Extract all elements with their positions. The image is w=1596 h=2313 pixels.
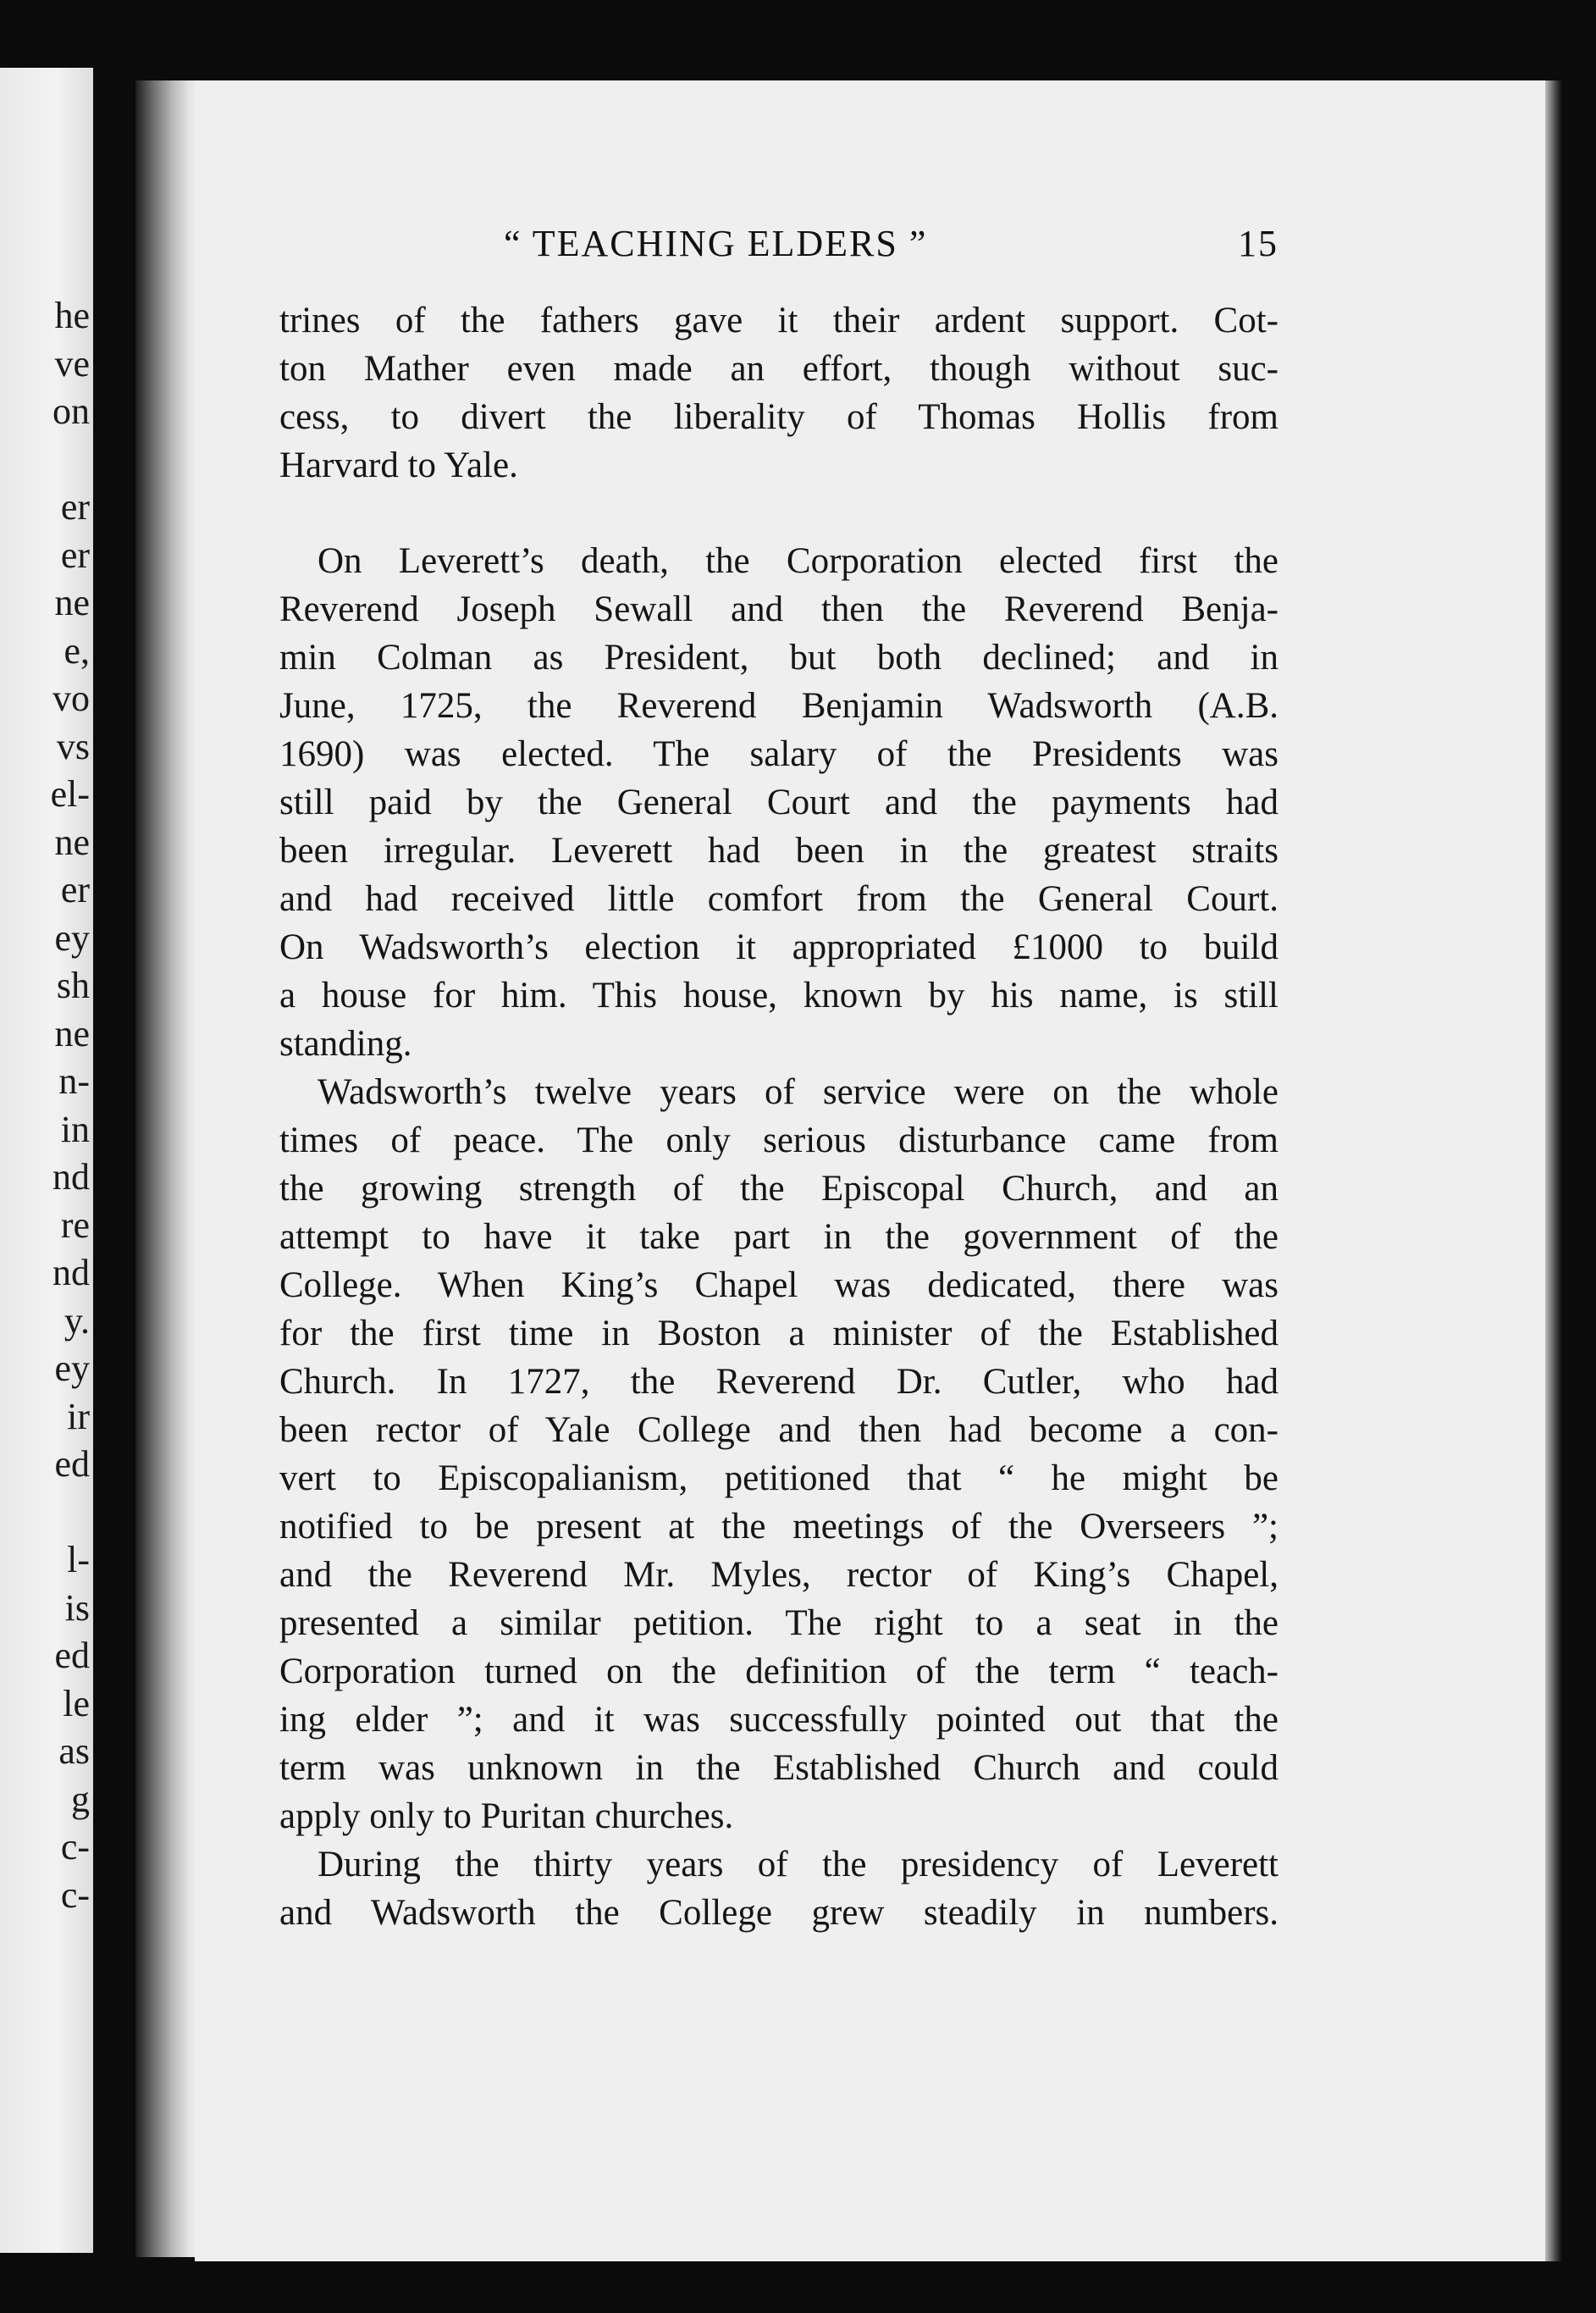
text-line: Harvard to Yale. xyxy=(279,445,518,485)
facing-page-fragment: ey xyxy=(54,916,90,959)
facing-page-fragment: er xyxy=(60,534,90,576)
text-line: On Wadsworth’s election it appropriated £1000 to build xyxy=(279,927,1278,967)
text-line: On Leverett’s death, the Corporation elected first the xyxy=(318,541,1278,581)
facing-page-fragment: vs xyxy=(56,725,90,767)
page-number: 15 xyxy=(1238,223,1278,264)
facing-page-fragment: er xyxy=(60,486,90,528)
text-line: min Colman as President, but both declined; and in xyxy=(279,638,1278,678)
facing-page-fragment: g xyxy=(71,1778,90,1820)
text-line: still paid by the General Court and the payments had xyxy=(279,783,1278,822)
facing-page-fragment: ne xyxy=(54,1012,90,1054)
facing-page-fragment: nd xyxy=(52,1252,90,1293)
facing-page-fragment: n- xyxy=(58,1060,90,1102)
text-line: and Wadsworth the College grew steadily in numbers. xyxy=(279,1893,1278,1933)
text-line: notified to be present at the meetings of the Overseers ”; xyxy=(279,1507,1278,1547)
paragraph-gap xyxy=(279,490,1278,537)
text-line: and the Reverend Mr. Myles, rector of King’s Chapel, xyxy=(279,1555,1278,1595)
facing-page-fragment: ed xyxy=(54,1635,90,1676)
text-line: ton Mather even made an effort, though without suc- xyxy=(279,349,1278,389)
facing-page-fragment: ne xyxy=(54,821,90,863)
facing-page-fragment: c- xyxy=(60,1826,90,1868)
facing-page-fragment: er xyxy=(60,869,90,910)
text-line: been irregular. Leverett had been in the greatest straits xyxy=(279,831,1278,871)
text-line: term was unknown in the Established Church and could xyxy=(279,1748,1278,1788)
facing-page-fragment: l- xyxy=(67,1539,90,1580)
text-line: attempt to have it take part in the government of the xyxy=(279,1217,1278,1257)
text-line: a house for him. This house, known by his name, is still xyxy=(279,976,1278,1015)
facing-page-fragment: e, xyxy=(64,629,90,672)
text-line: times of peace. The only serious disturbance came from xyxy=(279,1121,1278,1160)
paragraph-2 xyxy=(279,537,1278,1068)
running-head-title: “ TEACHING ELDERS ” xyxy=(504,223,928,264)
facing-page-fragment: y. xyxy=(64,1299,90,1342)
text-line: Wadsworth’s twelve years of service were on the whole xyxy=(318,1072,1278,1112)
text-line: Reverend Joseph Sewall and then the Reverend Benja- xyxy=(279,589,1278,629)
text-line: standing. xyxy=(279,1024,412,1064)
facing-page-fragment: on xyxy=(52,390,90,432)
facing-page-fragment: is xyxy=(64,1586,90,1629)
text-line: Corporation turned on the definition of the term “ teach- xyxy=(279,1652,1278,1691)
facing-page-fragment: ed xyxy=(54,1443,90,1485)
body-text xyxy=(279,296,1278,1937)
text-line: apply only to Puritan churches. xyxy=(279,1796,734,1836)
text-line: Church. In 1727, the Reverend Dr. Cutler, who had xyxy=(279,1362,1278,1402)
facing-page-fragment xyxy=(0,1489,93,1537)
facing-page-fragment: vo xyxy=(52,678,90,719)
facing-page-fragment: in xyxy=(60,1108,90,1150)
facing-page-fragment: he xyxy=(54,295,90,336)
facing-page-fragment xyxy=(0,436,93,484)
text-line: ing elder ”; and it was successfully pointed out that the xyxy=(279,1700,1278,1740)
facing-page-fragment: ey xyxy=(54,1347,90,1389)
text-line: been rector of Yale College and then had become a con- xyxy=(279,1410,1278,1450)
facing-page-fragment: re xyxy=(60,1204,90,1246)
facing-page-fragment: sh xyxy=(56,965,90,1006)
text-line: trines of the fathers gave it their ardent support. Cot- xyxy=(279,301,1278,340)
text-line: 1690) was elected. The salary of the Presidents was xyxy=(279,734,1278,774)
page-edge-shadow xyxy=(1545,80,1562,2261)
facing-page-text-fragments xyxy=(0,292,93,1919)
facing-page-fragment: as xyxy=(58,1730,90,1772)
text-line: College. When King’s Chapel was dedicated, there was xyxy=(279,1265,1278,1305)
text-line: presented a similar petition. The right to a seat in the xyxy=(279,1603,1278,1643)
book-gutter-shadow xyxy=(135,80,203,2257)
text-line: During the thirty years of the presidency of Leverett xyxy=(318,1845,1278,1884)
facing-page-fragment: ne xyxy=(54,582,90,623)
facing-page-fragment: le xyxy=(63,1682,90,1724)
paragraph-1 xyxy=(279,296,1278,490)
text-line: for the first time in Boston a minister of the Established xyxy=(279,1314,1278,1353)
text-line: June, 1725, the Reverend Benjamin Wadsworth (A.B. xyxy=(279,686,1278,726)
text-line: cess, to divert the liberality of Thomas Hollis from xyxy=(279,397,1278,437)
facing-page-fragment: el- xyxy=(50,773,90,815)
text-line: and had received little comfort from the General Court. xyxy=(279,879,1278,919)
facing-page-fragment: ir xyxy=(67,1395,90,1437)
text-line: vert to Episcopalianism, petitioned that “ he might be xyxy=(279,1458,1278,1498)
paragraph-3 xyxy=(279,1068,1278,1840)
text-line: the growing strength of the Episcopal Church, and an xyxy=(279,1169,1278,1209)
facing-page-fragment: c- xyxy=(60,1873,90,1916)
facing-page-fragment: nd xyxy=(52,1156,90,1198)
paragraph-4 xyxy=(279,1840,1278,1937)
facing-page-fragment: ve xyxy=(54,342,90,385)
